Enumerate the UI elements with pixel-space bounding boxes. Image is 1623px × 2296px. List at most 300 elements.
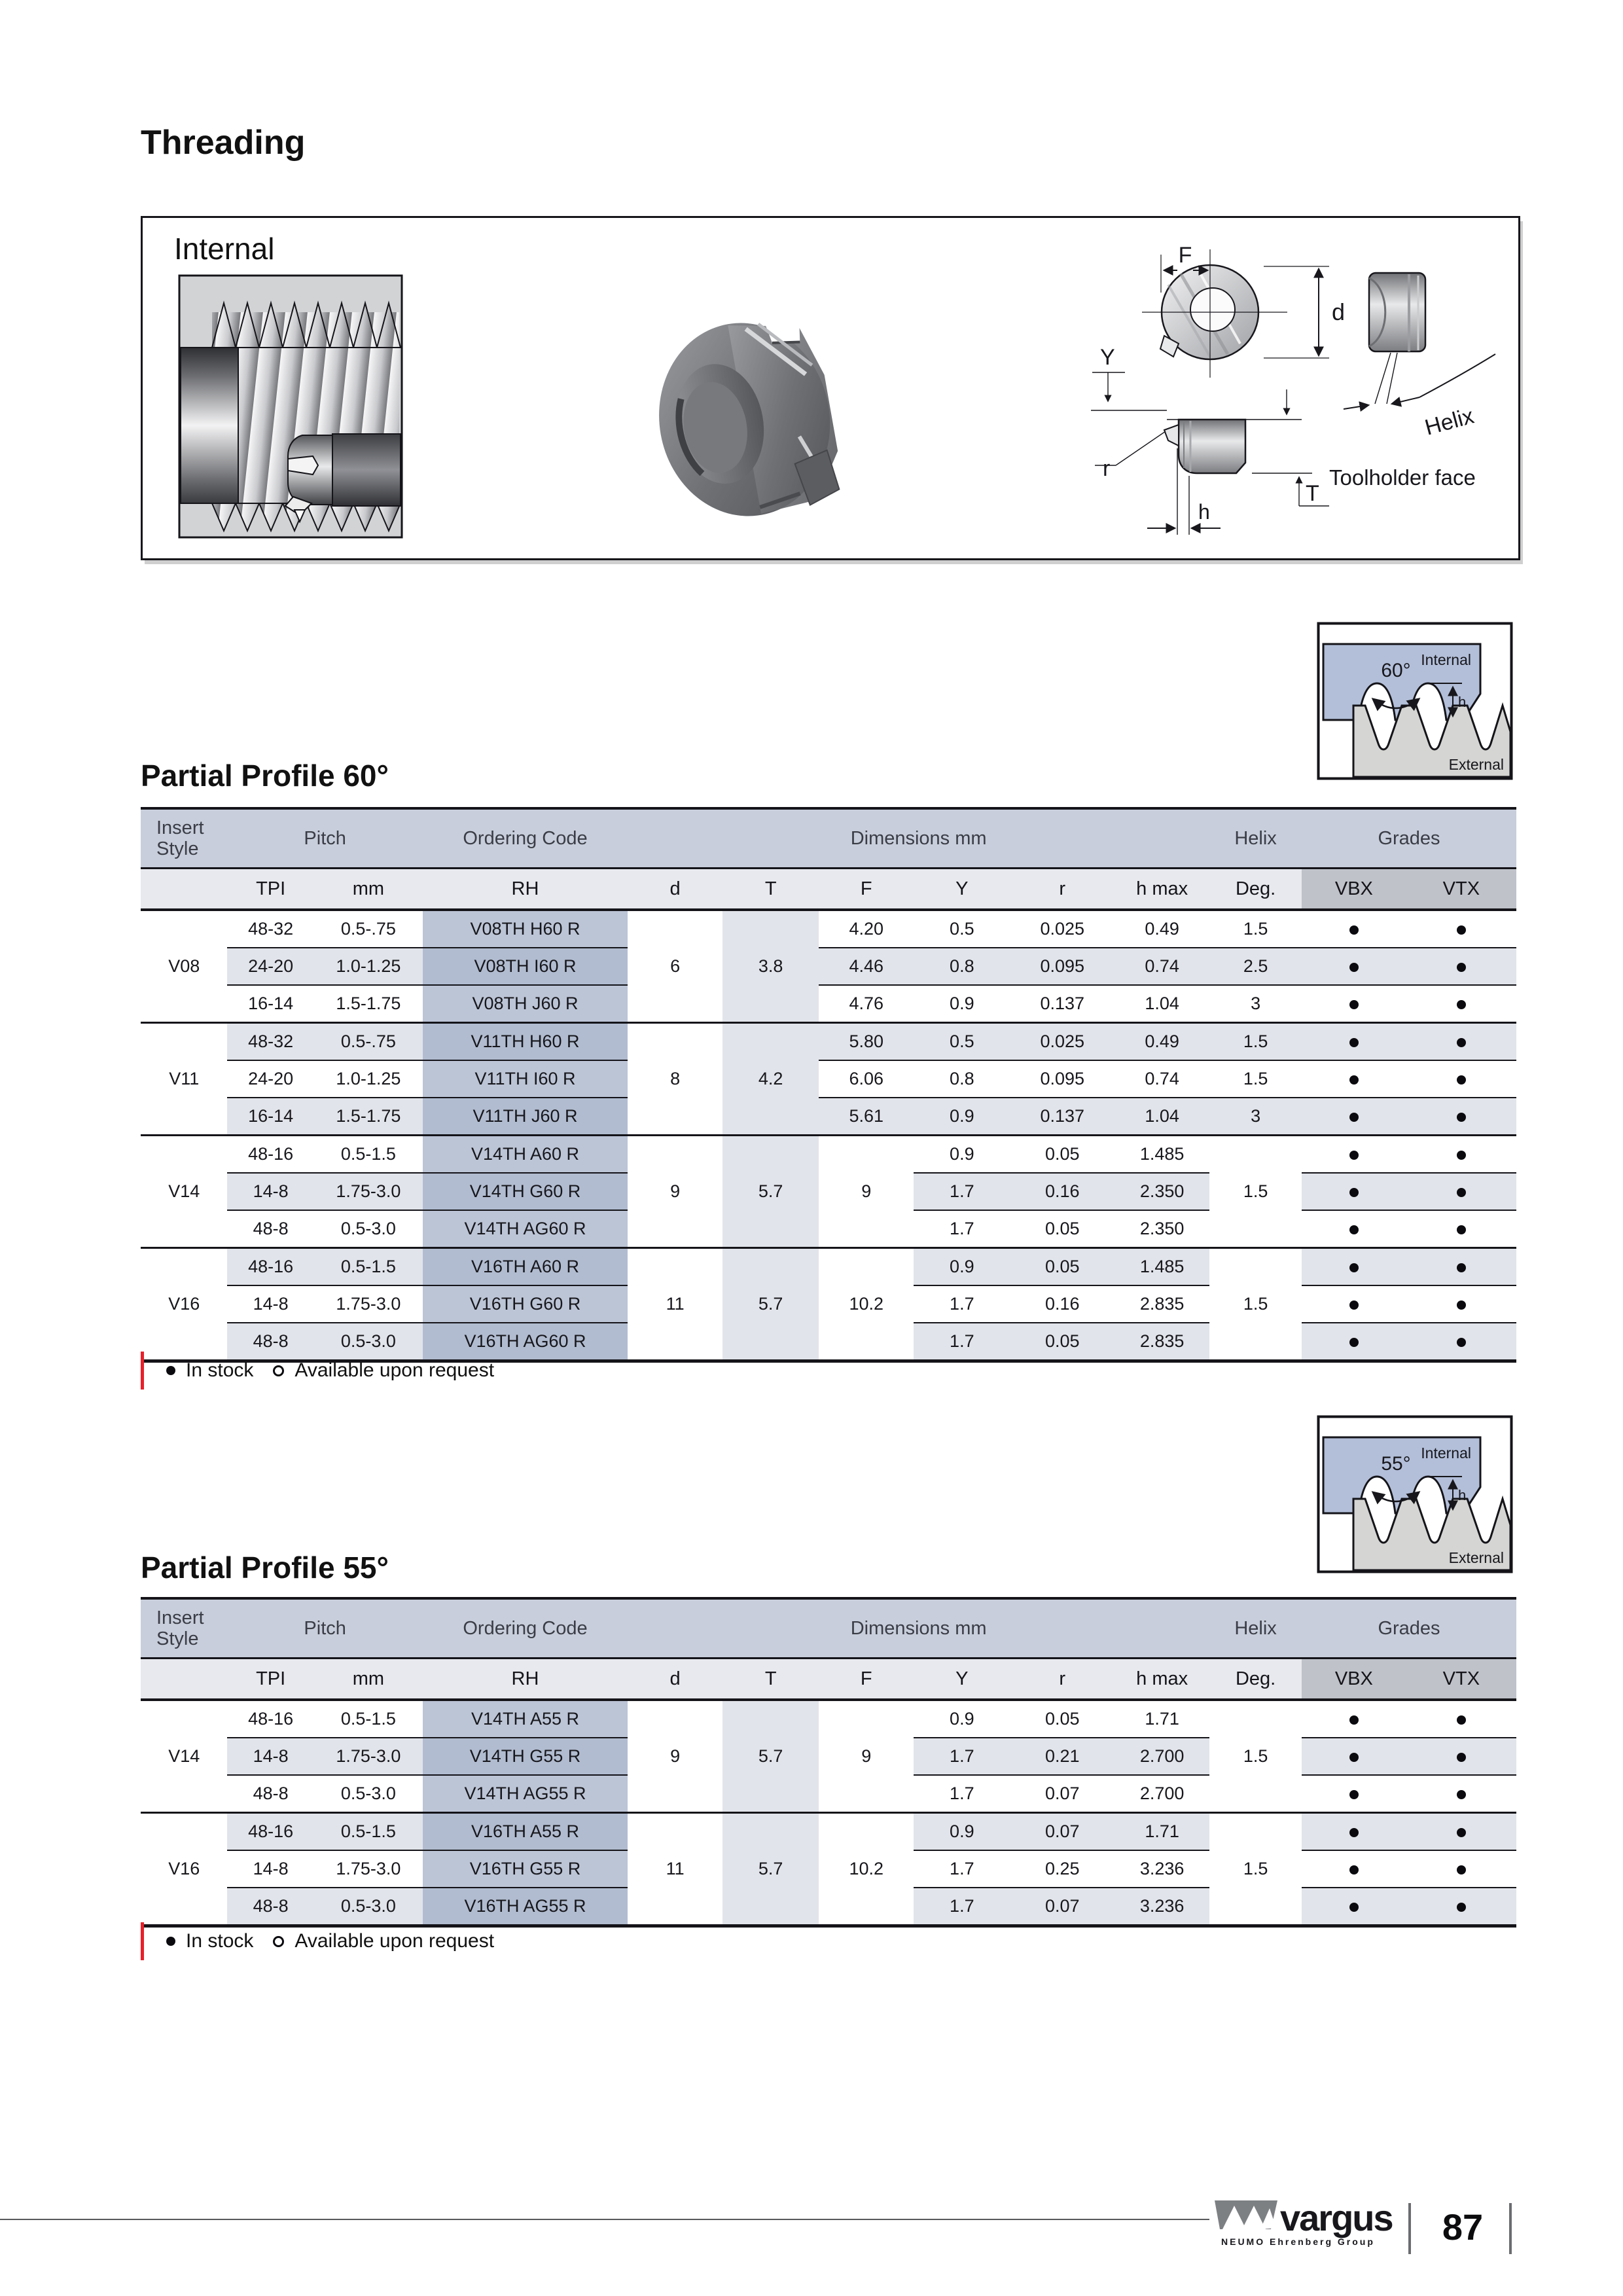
table-row <box>141 1700 1516 1738</box>
cell: V16TH G55 R <box>423 1850 628 1888</box>
cell: V16TH A55 R <box>423 1813 628 1851</box>
cell: 0.05 <box>1010 1248 1115 1286</box>
in-stock-dot <box>1457 1300 1466 1310</box>
column-header: T <box>722 1659 819 1700</box>
table-row <box>141 910 1516 948</box>
in-stock-dot <box>1349 1715 1359 1725</box>
cell: 0.9 <box>914 1813 1010 1851</box>
cell: V16TH G60 R <box>423 1285 628 1323</box>
in-stock-dot <box>1349 1075 1359 1085</box>
cell: 0.74 <box>1115 1060 1209 1098</box>
internal-illustration-panel <box>141 216 1520 560</box>
cell: 0.74 <box>1115 948 1209 985</box>
cell: 1.485 <box>1115 1248 1209 1286</box>
insert-style-cell: V11 <box>141 1023 227 1136</box>
cell: 11 <box>628 1248 722 1361</box>
cell: 1.7 <box>914 1210 1010 1248</box>
available-dot <box>273 1365 284 1376</box>
in-stock-dot <box>1349 1753 1359 1762</box>
thread-angle-label: 60° <box>1381 660 1411 681</box>
cell <box>1406 1775 1516 1813</box>
column-header: mm <box>314 869 423 910</box>
column-header: Y <box>914 1659 1010 1700</box>
cell: 0.16 <box>1010 1285 1115 1323</box>
in-stock-dot <box>1457 925 1466 935</box>
cell <box>1406 1813 1516 1851</box>
cell <box>1302 1738 1406 1775</box>
cell <box>1406 1850 1516 1888</box>
cell: V16TH AG60 R <box>423 1323 628 1361</box>
column-header: Y <box>914 869 1010 910</box>
cell: 48-16 <box>227 1700 313 1738</box>
cell: 1.7 <box>914 1173 1010 1210</box>
cell: 2.5 <box>1209 948 1302 985</box>
cell: 1.5 <box>1209 1023 1302 1061</box>
cell: 0.05 <box>1010 1700 1115 1738</box>
in-stock-dot <box>1457 1828 1466 1837</box>
cell: V11TH J60 R <box>423 1098 628 1136</box>
profile-diagram-55 <box>1317 1415 1513 1573</box>
cell: 1.75-3.0 <box>314 1173 423 1210</box>
column-header: RH <box>423 869 628 910</box>
cell: 5.61 <box>819 1098 914 1136</box>
cell: 48-32 <box>227 1023 313 1061</box>
cell: 5.80 <box>819 1023 914 1061</box>
cell: 1.75-3.0 <box>314 1850 423 1888</box>
internal-label: Internal <box>174 232 275 266</box>
profile-diagram-60 <box>1317 622 1513 780</box>
table-row <box>141 1098 1516 1136</box>
in-stock-dot <box>1349 1828 1359 1837</box>
cell: 0.5-.75 <box>314 1023 423 1061</box>
legend-accent-bar <box>141 1352 144 1390</box>
cell: V14TH A60 R <box>423 1136 628 1174</box>
in-stock-dot <box>1457 1865 1466 1874</box>
cell <box>1302 948 1406 985</box>
cell: V08TH H60 R <box>423 910 628 948</box>
column-header: h max <box>1115 869 1209 910</box>
cell: 0.07 <box>1010 1775 1115 1813</box>
column-header: TPI <box>227 1659 313 1700</box>
cell: 16-14 <box>227 985 313 1023</box>
cell <box>1302 1023 1406 1061</box>
in-stock-dot <box>1457 1790 1466 1799</box>
cell: 1.7 <box>914 1850 1010 1888</box>
in-stock-dot <box>1457 1188 1466 1197</box>
in-stock-dot <box>1349 1151 1359 1160</box>
cell: 0.9 <box>914 985 1010 1023</box>
table-row <box>141 1248 1516 1286</box>
table-row <box>141 1136 1516 1174</box>
cell: 48-16 <box>227 1813 313 1851</box>
t-dimension-label: T <box>1306 481 1319 506</box>
column-header: d <box>628 869 722 910</box>
cell: 11 <box>628 1813 722 1926</box>
cell: 48-16 <box>227 1248 313 1286</box>
cell <box>1406 910 1516 948</box>
column-group-header: Dimensions mm <box>628 808 1209 869</box>
cell: 0.095 <box>1010 1060 1115 1098</box>
column-header: F <box>819 1659 914 1700</box>
insert-style-cell: V14 <box>141 1136 227 1248</box>
cell: 0.5-3.0 <box>314 1323 423 1361</box>
cell: V08TH J60 R <box>423 985 628 1023</box>
cell: 1.485 <box>1115 1136 1209 1174</box>
in-stock-dot <box>166 1937 175 1946</box>
cell: 0.5-1.5 <box>314 1813 423 1851</box>
cell: 1.04 <box>1115 1098 1209 1136</box>
in-stock-dot <box>1457 1753 1466 1762</box>
cell: V08TH I60 R <box>423 948 628 985</box>
in-stock-dot <box>1349 1300 1359 1310</box>
stock-legend <box>141 1351 494 1390</box>
cell: V11TH I60 R <box>423 1060 628 1098</box>
cell: 0.07 <box>1010 1813 1115 1851</box>
cell <box>1302 1173 1406 1210</box>
cell: 1.0-1.25 <box>314 948 423 985</box>
y-dimension-label: Y <box>1100 345 1115 370</box>
cell: 1.5 <box>1209 1060 1302 1098</box>
in-stock-dot <box>1457 1113 1466 1122</box>
in-stock-dot <box>1457 963 1466 972</box>
cell: 3.236 <box>1115 1850 1209 1888</box>
cell: 0.095 <box>1010 948 1115 985</box>
in-stock-dot <box>1349 925 1359 935</box>
table-row <box>141 1023 1516 1061</box>
cell: 10.2 <box>819 1813 914 1926</box>
cell: 1.75-3.0 <box>314 1285 423 1323</box>
in-stock-label: In stock <box>186 1359 254 1381</box>
column-header: RH <box>423 1659 628 1700</box>
internal-label: Internal <box>1421 1444 1471 1462</box>
column-header: VTX <box>1406 869 1516 910</box>
in-stock-dot <box>1457 1338 1466 1347</box>
cell <box>1406 1098 1516 1136</box>
column-header: TPI <box>227 869 313 910</box>
column-group-header: Insert Style <box>141 1598 227 1659</box>
partial-profile-60-table <box>141 807 1516 1363</box>
cell: 0.5-3.0 <box>314 1775 423 1813</box>
cell <box>1302 1700 1406 1738</box>
cell: 0.21 <box>1010 1738 1115 1775</box>
brand-wordmark: vargus <box>1280 2198 1393 2238</box>
cell: 8 <box>628 1023 722 1136</box>
cell <box>1302 1813 1406 1851</box>
table-row <box>141 948 1516 985</box>
in-stock-dot <box>166 1366 175 1375</box>
cell <box>1406 1136 1516 1174</box>
cell: 3.236 <box>1115 1888 1209 1926</box>
cell: 0.5-3.0 <box>314 1210 423 1248</box>
in-stock-dot <box>1457 1715 1466 1725</box>
cell <box>1406 1888 1516 1926</box>
cell: 0.9 <box>914 1136 1010 1174</box>
cell: 14-8 <box>227 1285 313 1323</box>
column-header: VTX <box>1406 1659 1516 1700</box>
column-group-header: Helix <box>1209 808 1302 869</box>
partial-profile-55-table <box>141 1597 1516 1928</box>
column-group-header: Dimensions mm <box>628 1598 1209 1659</box>
stock-legend <box>141 1922 494 1961</box>
cell: 2.835 <box>1115 1323 1209 1361</box>
cell: 4.20 <box>819 910 914 948</box>
brand-subtitle: NEUMO Ehrenberg Group <box>1221 2236 1375 2247</box>
cell: 24-20 <box>227 948 313 985</box>
cell: 24-20 <box>227 1060 313 1098</box>
footer-divider-bar <box>1408 2203 1411 2254</box>
cell <box>1302 1210 1406 1248</box>
cell <box>1406 985 1516 1023</box>
cell: 0.5-1.5 <box>314 1248 423 1286</box>
cell: 0.05 <box>1010 1210 1115 1248</box>
cell: 0.05 <box>1010 1323 1115 1361</box>
cell: 6.06 <box>819 1060 914 1098</box>
external-label: External <box>1448 756 1504 773</box>
cell: 0.5-3.0 <box>314 1888 423 1926</box>
cell: 0.5-1.5 <box>314 1700 423 1738</box>
insert-dimension-diagram <box>1069 232 1504 545</box>
cell <box>1302 1888 1406 1926</box>
cell <box>1406 1060 1516 1098</box>
cell: 3 <box>1209 985 1302 1023</box>
cell: 0.025 <box>1010 1023 1115 1061</box>
cell <box>1302 910 1406 948</box>
in-stock-dot <box>1349 1188 1359 1197</box>
cell <box>1406 1023 1516 1061</box>
column-header: F <box>819 869 914 910</box>
cell: 0.9 <box>914 1700 1010 1738</box>
cell <box>1302 1285 1406 1323</box>
bore-cylinder <box>181 348 238 503</box>
cell <box>1406 1210 1516 1248</box>
cell: 1.5 <box>1209 1700 1302 1813</box>
cell: 1.5 <box>1209 1813 1302 1926</box>
cell: 48-8 <box>227 1210 313 1248</box>
cell: 3.8 <box>722 910 819 1023</box>
column-group-header: Pitch <box>227 808 422 869</box>
threading-insert-3d-image <box>647 310 843 532</box>
d-dimension-label: d <box>1332 298 1346 325</box>
cell: 1.5-1.75 <box>314 1098 423 1136</box>
column-header <box>141 1659 227 1700</box>
column-group-header: Pitch <box>227 1598 422 1659</box>
cell: 2.350 <box>1115 1210 1209 1248</box>
cell: 0.49 <box>1115 910 1209 948</box>
column-group-header: Grades <box>1302 808 1516 869</box>
page-number: 87 <box>1442 2206 1484 2248</box>
cell <box>1406 948 1516 985</box>
thread-angle-label: 55° <box>1381 1453 1411 1475</box>
cell: 1.5 <box>1209 910 1302 948</box>
in-stock-dot <box>1349 1338 1359 1347</box>
in-stock-dot <box>1349 1865 1359 1874</box>
cell: 0.5-.75 <box>314 910 423 948</box>
available-dot <box>273 1936 284 1947</box>
cell: 48-8 <box>227 1775 313 1813</box>
cell <box>1406 1700 1516 1738</box>
cell: V16TH AG55 R <box>423 1888 628 1926</box>
h-label: h <box>1458 694 1467 710</box>
cell: 0.5-1.5 <box>314 1136 423 1174</box>
column-header: r <box>1010 1659 1115 1700</box>
available-label: Available upon request <box>294 1930 495 1952</box>
cell: 0.5 <box>914 910 1010 948</box>
page-title: Threading <box>141 124 306 162</box>
cell: 0.25 <box>1010 1850 1115 1888</box>
cell: 14-8 <box>227 1738 313 1775</box>
in-stock-dot <box>1349 963 1359 972</box>
cell: 2.350 <box>1115 1173 1209 1210</box>
cell <box>1302 1248 1406 1286</box>
thread-cross-section-illustration <box>178 274 403 539</box>
cell: 5.7 <box>722 1136 819 1248</box>
cell: 9 <box>819 1700 914 1813</box>
in-stock-dot <box>1349 1000 1359 1009</box>
cell: 9 <box>819 1136 914 1248</box>
cell: 48-8 <box>227 1888 313 1926</box>
legend-accent-bar <box>141 1922 144 1960</box>
cell: V14TH AG60 R <box>423 1210 628 1248</box>
section-title-60: Partial Profile 60° <box>141 759 389 793</box>
cell: 4.76 <box>819 985 914 1023</box>
in-stock-dot <box>1349 1790 1359 1799</box>
cell: 1.5 <box>1209 1248 1302 1361</box>
cell <box>1302 1098 1406 1136</box>
in-stock-dot <box>1457 1038 1466 1047</box>
cell: 1.71 <box>1115 1813 1209 1851</box>
column-header: VBX <box>1302 1659 1406 1700</box>
in-stock-dot <box>1457 1263 1466 1272</box>
helix-label: Helix <box>1422 403 1477 440</box>
cell <box>1406 1738 1516 1775</box>
cell: V16TH A60 R <box>423 1248 628 1286</box>
cell: 0.16 <box>1010 1173 1115 1210</box>
cell <box>1406 1248 1516 1286</box>
column-header: r <box>1010 869 1115 910</box>
cell: 14-8 <box>227 1850 313 1888</box>
cell: 1.7 <box>914 1775 1010 1813</box>
insert-style-cell: V08 <box>141 910 227 1023</box>
cell: 6 <box>628 910 722 1023</box>
cell: 0.025 <box>1010 910 1115 948</box>
footer-rule <box>0 2219 1209 2220</box>
cell <box>1302 1136 1406 1174</box>
cell: 1.5 <box>1209 1136 1302 1248</box>
column-header: Deg. <box>1209 869 1302 910</box>
section-title-55: Partial Profile 55° <box>141 1551 389 1585</box>
cell: 48-8 <box>227 1323 313 1361</box>
in-stock-dot <box>1349 1263 1359 1272</box>
cell <box>1302 1060 1406 1098</box>
cell: 0.07 <box>1010 1888 1115 1926</box>
cell <box>1302 985 1406 1023</box>
column-header: T <box>722 869 819 910</box>
cell: 9 <box>628 1700 722 1813</box>
column-group-header: Helix <box>1209 1598 1302 1659</box>
cell: 1.7 <box>914 1323 1010 1361</box>
cell <box>1302 1850 1406 1888</box>
cell: 5.7 <box>722 1248 819 1361</box>
column-group-header: Grades <box>1302 1598 1516 1659</box>
column-header: Deg. <box>1209 1659 1302 1700</box>
cell: 0.49 <box>1115 1023 1209 1061</box>
cell: 1.7 <box>914 1285 1010 1323</box>
cell: 0.8 <box>914 948 1010 985</box>
cell: 10.2 <box>819 1248 914 1361</box>
cell: 3 <box>1209 1098 1302 1136</box>
table-row <box>141 985 1516 1023</box>
in-stock-dot <box>1349 1225 1359 1234</box>
cell: 14-8 <box>227 1173 313 1210</box>
cell: 2.835 <box>1115 1285 1209 1323</box>
column-header: mm <box>314 1659 423 1700</box>
insert-style-cell: V14 <box>141 1700 227 1813</box>
cell: 2.700 <box>1115 1738 1209 1775</box>
cell: V14TH A55 R <box>423 1700 628 1738</box>
available-label: Available upon request <box>294 1359 495 1381</box>
table-row <box>141 1060 1516 1098</box>
table-row <box>141 1813 1516 1851</box>
in-stock-label: In stock <box>186 1930 254 1952</box>
cell: 4.2 <box>722 1023 819 1136</box>
h-dimension-label: h <box>1198 500 1210 524</box>
cell: 0.9 <box>914 1098 1010 1136</box>
cell <box>1302 1775 1406 1813</box>
r-dimension-label: r <box>1103 456 1111 481</box>
cell <box>1406 1285 1516 1323</box>
column-header <box>141 869 227 910</box>
cell: 1.71 <box>1115 1700 1209 1738</box>
column-group-header: Ordering Code <box>423 808 628 869</box>
cell: 9 <box>628 1136 722 1248</box>
cell: 1.5-1.75 <box>314 985 423 1023</box>
cell: 16-14 <box>227 1098 313 1136</box>
column-group-header: Ordering Code <box>423 1598 628 1659</box>
in-stock-dot <box>1349 1903 1359 1912</box>
in-stock-dot <box>1457 1151 1466 1160</box>
in-stock-dot <box>1457 1225 1466 1234</box>
h-label: h <box>1458 1487 1467 1503</box>
in-stock-dot <box>1457 1075 1466 1085</box>
cell: 48-32 <box>227 910 313 948</box>
cell: 1.75-3.0 <box>314 1738 423 1775</box>
in-stock-dot <box>1349 1113 1359 1122</box>
cell: 0.8 <box>914 1060 1010 1098</box>
cell: 48-16 <box>227 1136 313 1174</box>
cell: V14TH G55 R <box>423 1738 628 1775</box>
external-label: External <box>1448 1549 1504 1566</box>
cell: 2.700 <box>1115 1775 1209 1813</box>
cell: 0.9 <box>914 1248 1010 1286</box>
cell: V11TH H60 R <box>423 1023 628 1061</box>
insert-style-cell: V16 <box>141 1248 227 1361</box>
column-group-header: Insert Style <box>141 808 227 869</box>
in-stock-dot <box>1457 1000 1466 1009</box>
cell: 0.05 <box>1010 1136 1115 1174</box>
toolholder-face-label: Toolholder face <box>1329 465 1476 490</box>
cell <box>1302 1323 1406 1361</box>
cell: 1.0-1.25 <box>314 1060 423 1098</box>
f-dimension-label: F <box>1178 243 1192 268</box>
cell: 5.7 <box>722 1813 819 1926</box>
cell: 1.04 <box>1115 985 1209 1023</box>
cell <box>1406 1323 1516 1361</box>
cell: V14TH G60 R <box>423 1173 628 1210</box>
cell <box>1406 1173 1516 1210</box>
vargus-logo <box>1215 2198 1411 2249</box>
footer-divider-bar <box>1509 2203 1512 2254</box>
cell: 0.137 <box>1010 1098 1115 1136</box>
